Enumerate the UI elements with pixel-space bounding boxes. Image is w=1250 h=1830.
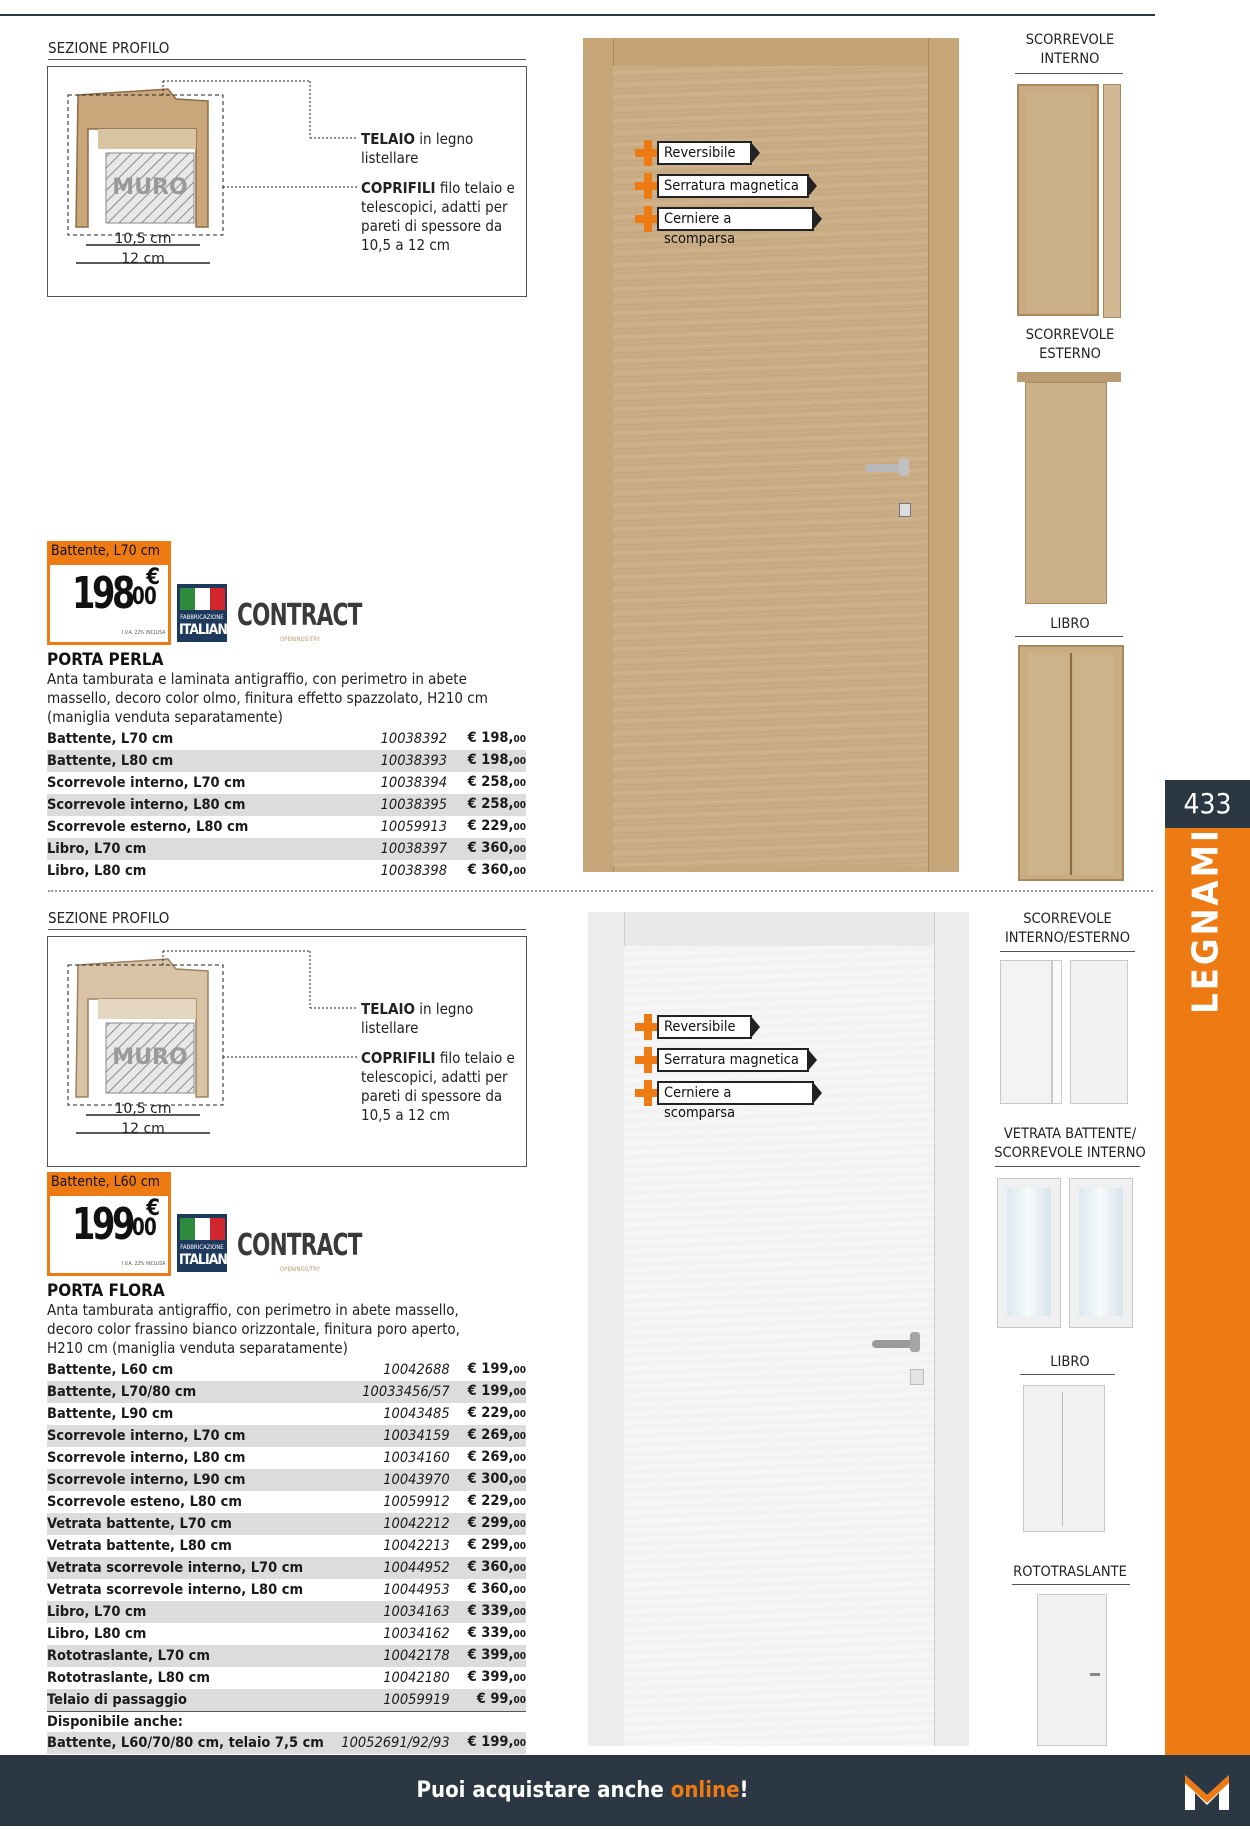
section-separator <box>48 890 1153 892</box>
brand-logo-contract: CONTRACT <box>237 598 362 633</box>
table-row <box>47 794 526 816</box>
thumb-libro-flora <box>1023 1385 1105 1532</box>
row-name: Battente, L60/70/80 cm, telaio 7,5 cm <box>47 1732 341 1754</box>
row-code: 10038392 <box>347 728 457 750</box>
table-row <box>47 1469 526 1491</box>
row-name: Scorrevole interno, L80 cm <box>47 794 347 816</box>
row-code: 10042180 <box>341 1667 459 1689</box>
row-code: 10059913 <box>347 816 457 838</box>
brand-subtitle: OPENINGS/TRY <box>280 636 320 643</box>
row-name: Vetrata battente, L80 cm <box>47 1535 341 1557</box>
section-title-profile: SEZIONE PROFILO <box>48 909 170 927</box>
dim-outer: 12 cm <box>121 1121 165 1137</box>
iva-note: I.V.A. 22% INCLUSA <box>122 1261 166 1267</box>
thumb-title-scorrevole-esterno: SCORREVOLE ESTERNO <box>1025 327 1115 362</box>
row-name: Rototraslante, L70 cm <box>47 1645 341 1667</box>
price-table-flora <box>47 1359 526 1776</box>
row-name: Libro, L70 cm <box>47 1601 341 1623</box>
thumb-title-scorrevole-interno: SCORREVOLE INTERNO <box>1025 32 1115 67</box>
thumb-scorrevole-int-est <box>1000 960 1130 1102</box>
row-price: € 229,00 <box>460 1403 526 1425</box>
row-name: Battente, L70/80 cm <box>47 1381 341 1403</box>
row-price: € 399,00 <box>460 1667 526 1689</box>
row-name: Battente, L60 cm <box>47 1359 341 1381</box>
row-name: Scorrevole interno, L90 cm <box>47 1469 341 1491</box>
table-row <box>47 816 526 838</box>
profile-diagram-box <box>47 936 527 1167</box>
row-code: 10038394 <box>347 772 457 794</box>
thumb-rule <box>995 1166 1140 1167</box>
callout-coprifili: COPRIFILI filo telaio e telescopici, adatti per pareti di spessore da 10,5 a 12 cm <box>361 1049 515 1124</box>
row-price: € 258,00 <box>457 794 526 816</box>
row-price: € 99,00 <box>460 1689 526 1712</box>
table-row <box>47 1645 526 1667</box>
row-price: € 299,00 <box>460 1535 526 1557</box>
thumb-title-rototraslante: ROTOTRASLANTE <box>1013 1564 1127 1580</box>
row-name: Scorrevole interno, L70 cm <box>47 772 347 794</box>
row-name: Libro, L80 cm <box>47 1623 341 1645</box>
price-table-perla <box>47 728 526 882</box>
euro-symbol: € <box>146 565 160 590</box>
row-code: 10042178 <box>341 1645 459 1667</box>
row-code: 10038397 <box>347 838 457 860</box>
italian-flag-badge: FABBRICAZIONE ITALIANA <box>177 1214 227 1272</box>
top-rule <box>0 14 1155 16</box>
thumb-title-libro-perla: LIBRO <box>1050 616 1090 632</box>
brand-logo-contract: CONTRACT <box>237 1228 362 1263</box>
brand-logo-m <box>1165 1755 1250 1826</box>
row-price: € 198,00 <box>457 728 526 750</box>
section-rule <box>48 929 526 930</box>
price-value: 19900 <box>72 1199 156 1250</box>
thumb-libro-perla <box>1018 645 1124 881</box>
thumb-rule <box>1015 636 1123 637</box>
row-price: € 269,00 <box>460 1447 526 1469</box>
iva-note: I.V.A. 22% INCLUSA <box>122 630 166 636</box>
row-name: Scorrevole interno, L80 cm <box>47 1447 341 1469</box>
price-badge-flora <box>47 1172 171 1276</box>
table-row <box>47 1447 526 1469</box>
row-price: € 300,00 <box>460 1469 526 1491</box>
product-title-flora: PORTA FLORA <box>47 1281 165 1301</box>
section-title-profile: SEZIONE PROFILO <box>48 39 170 57</box>
thumb-rule <box>1020 1374 1115 1375</box>
italian-flag-badge: FABBRICAZIONE ITALIANA <box>177 584 227 642</box>
feature-tag-cerniere: Cerniere a scomparsa <box>635 1081 825 1105</box>
footer-text: Puoi acquistare anche online! <box>416 1778 749 1803</box>
table-row <box>47 838 526 860</box>
table-row <box>47 1579 526 1601</box>
row-price: € 360,00 <box>460 1557 526 1579</box>
row-code: 10042213 <box>341 1535 459 1557</box>
section-rule <box>48 59 526 60</box>
price-badge-label: Battente, L70 cm <box>51 543 160 559</box>
row-price: € 199,00 <box>460 1732 526 1754</box>
door-lock-icon <box>910 1369 924 1385</box>
thumb-title-vetrata: VETRATA BATTENTE/ SCORREVOLE INTERNO <box>994 1126 1146 1161</box>
table-row <box>47 1732 526 1754</box>
row-price: € 399,00 <box>460 1645 526 1667</box>
brand-subtitle: OPENINGS/TRY <box>280 1266 320 1273</box>
price-badge-perla <box>47 541 171 645</box>
row-name: Battente, L80 cm <box>47 750 347 772</box>
row-code: 10059912 <box>341 1491 459 1513</box>
dim-inner: 10,5 cm <box>114 1101 172 1117</box>
thumb-scorrevole-esterno <box>1017 372 1121 604</box>
product-title-perla: PORTA PERLA <box>47 650 164 670</box>
row-name: Vetrata battente, L70 cm <box>47 1513 341 1535</box>
row-price: € 229,00 <box>460 1491 526 1513</box>
thumb-title-scorrevole-int-est: SCORREVOLE INTERNO/ESTERNO <box>1004 911 1131 946</box>
feature-tag-serratura: Serratura magnetica <box>635 174 825 198</box>
row-name: Libro, L80 cm <box>47 860 347 882</box>
row-name: Telaio di passaggio <box>47 1689 341 1712</box>
table-row <box>47 1557 526 1579</box>
row-code: 10042688 <box>341 1359 459 1381</box>
row-code: 10034160 <box>341 1447 459 1469</box>
table-row <box>47 1601 526 1623</box>
table-row <box>47 860 526 882</box>
product-desc-flora: Anta tamburata antigraffio, con perimetro in abete massello, decoro color frassino bianco orizzontale, finitura poro aperto, H210 cm (maniglia venduta separatamente) <box>47 1301 460 1357</box>
table-row <box>47 1381 526 1403</box>
row-price: € 339,00 <box>460 1623 526 1645</box>
table-row <box>47 772 526 794</box>
feature-tag-reversibile: Reversibile <box>635 141 755 165</box>
table-row <box>47 1425 526 1447</box>
also-available-label: Disponibile anche: <box>47 1712 526 1733</box>
thumb-rule <box>1015 73 1123 74</box>
row-code: 10043970 <box>341 1469 459 1491</box>
category-label: LEGNAMI <box>1185 827 1227 1014</box>
table-row <box>47 1359 526 1381</box>
thumb-rule <box>1012 1584 1130 1585</box>
row-price: € 360,00 <box>457 838 526 860</box>
row-code: 10052691/92/93 <box>341 1732 459 1754</box>
feature-tag-serratura: Serratura magnetica <box>635 1048 825 1072</box>
wall-label: MURO <box>112 1045 188 1070</box>
row-price: € 339,00 <box>460 1601 526 1623</box>
callout-coprifili: COPRIFILI filo telaio e telescopici, adatti per pareti di spessore da 10,5 a 12 cm <box>361 179 515 254</box>
row-code: 10038398 <box>347 860 457 882</box>
table-row <box>47 1623 526 1645</box>
table-row <box>47 1667 526 1689</box>
thumb-rototraslante <box>1037 1594 1107 1746</box>
row-price: € 360,00 <box>457 860 526 882</box>
row-price: € 229,00 <box>457 816 526 838</box>
row-name: Rototraslante, L80 cm <box>47 1667 341 1689</box>
row-code: 10043485 <box>341 1403 459 1425</box>
row-price: € 198,00 <box>457 750 526 772</box>
table-row <box>47 728 526 750</box>
row-code: 10038393 <box>347 750 457 772</box>
row-name: Vetrata scorrevole interno, L70 cm <box>47 1557 341 1579</box>
price-badge-label: Battente, L60 cm <box>51 1174 160 1190</box>
table-row <box>47 750 526 772</box>
row-code: 10034162 <box>341 1623 459 1645</box>
row-price: € 199,00 <box>460 1381 526 1403</box>
row-price: € 269,00 <box>460 1425 526 1447</box>
thumb-rule <box>1000 951 1135 952</box>
feature-tag-cerniere: Cerniere a scomparsa <box>635 207 825 231</box>
page-number: 433 <box>1165 780 1250 828</box>
row-price: € 299,00 <box>460 1513 526 1535</box>
dim-inner: 10,5 cm <box>114 231 172 247</box>
table-row <box>47 1491 526 1513</box>
row-code: 10044952 <box>341 1557 459 1579</box>
row-code: 10059919 <box>341 1689 459 1712</box>
row-name: Scorrevole esteno, L80 cm <box>47 1491 341 1513</box>
row-code: 10038395 <box>347 794 457 816</box>
table-row <box>47 1689 526 1712</box>
row-code: 10034163 <box>341 1601 459 1623</box>
row-price: € 199,00 <box>460 1359 526 1381</box>
price-value: 19800 <box>72 568 156 619</box>
also-available-header <box>47 1712 526 1733</box>
row-price: € 258,00 <box>457 772 526 794</box>
table-row <box>47 1535 526 1557</box>
table-row <box>47 1403 526 1425</box>
row-code: 10033456/57 <box>341 1381 459 1403</box>
feature-tag-reversibile: Reversibile <box>635 1015 755 1039</box>
row-name: Vetrata scorrevole interno, L80 cm <box>47 1579 341 1601</box>
row-code: 10034159 <box>341 1425 459 1447</box>
profile-diagram-box <box>47 66 527 297</box>
row-code: 10042212 <box>341 1513 459 1535</box>
thumb-title-libro-flora: LIBRO <box>1050 1354 1090 1370</box>
table-row <box>47 1513 526 1535</box>
row-name: Battente, L70 cm <box>47 728 347 750</box>
callout-telaio: TELAIO in legno listellare <box>361 130 474 167</box>
dim-outer: 12 cm <box>121 251 165 267</box>
m-logo-icon <box>1165 1755 1250 1826</box>
row-price: € 360,00 <box>460 1579 526 1601</box>
wall-label: MURO <box>112 175 188 200</box>
euro-symbol: € <box>146 1196 160 1221</box>
product-desc-perla: Anta tamburata e laminata antigraffio, con perimetro in abete massello, decoro color olmo, finitura effetto spazzolato, H210 cm (maniglia venduta separatamente) <box>47 670 488 726</box>
row-name: Scorrevole interno, L70 cm <box>47 1425 341 1447</box>
callout-telaio: TELAIO in legno listellare <box>361 1000 474 1037</box>
door-lock-icon <box>899 503 911 517</box>
row-code: 10044953 <box>341 1579 459 1601</box>
row-name: Battente, L90 cm <box>47 1403 341 1425</box>
row-name: Scorrevole esterno, L80 cm <box>47 816 347 838</box>
thumb-scorrevole-interno <box>1017 84 1121 316</box>
thumb-vetrata <box>997 1178 1137 1328</box>
row-name: Libro, L70 cm <box>47 838 347 860</box>
